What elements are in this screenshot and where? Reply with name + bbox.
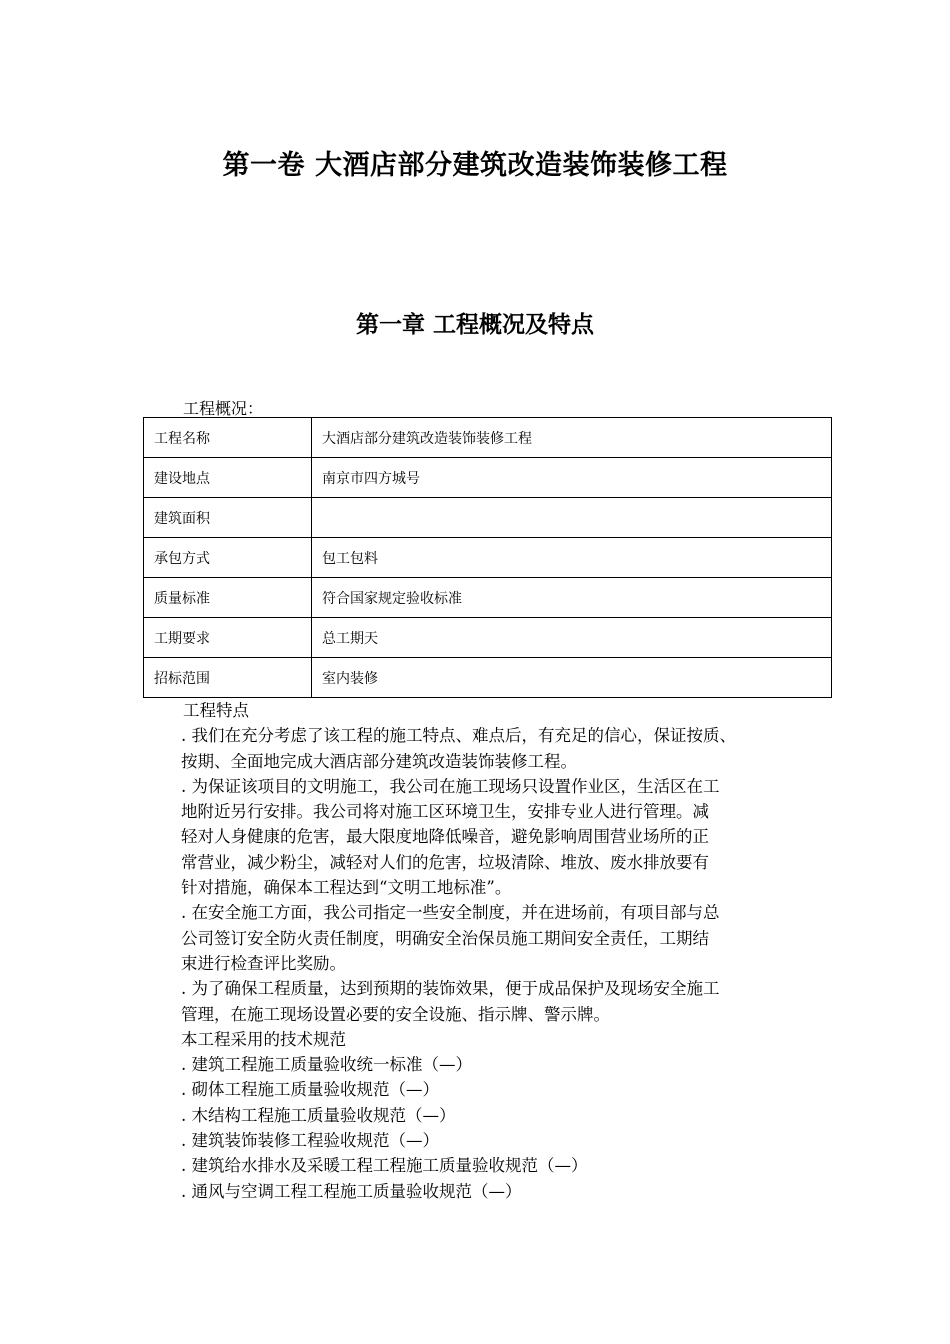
- feature-line: 常营业，减少粉尘，减轻对人们的危害，垃圾清除、堆放、废水排放要有: [181, 852, 709, 872]
- feature-line: 按期、全面地完成大酒店部分建筑改造装饰装修工程。: [181, 751, 577, 771]
- table-key: 招标范围: [144, 658, 312, 698]
- spec-line: . 木结构工程施工质量验收规范（—）: [181, 1105, 456, 1125]
- table-key: 工程名称: [144, 418, 312, 458]
- table-value: 包工包料: [312, 538, 832, 578]
- overview-label: 工程概况：: [183, 399, 264, 418]
- table-value: 南京市四方城号: [312, 458, 832, 498]
- table-row: [144, 618, 832, 658]
- table-key: 质量标准: [144, 578, 312, 618]
- table-row: [144, 458, 832, 498]
- feature-line: 轻对人身健康的危害，最大限度地降低噪音，避免影响周围营业场所的正: [181, 827, 709, 847]
- table-row: [144, 498, 832, 538]
- table-value: 符合国家规定验收标准: [312, 578, 832, 618]
- spec-line: . 建筑工程施工质量验收统一标准（—）: [181, 1055, 472, 1075]
- feature-line: 束进行检查评比奖励。: [181, 953, 346, 973]
- chapter-title: 第一章 工程概况及特点: [355, 312, 594, 338]
- feature-line: 管理，在施工现场设置必要的安全设施、指示牌、警示牌。: [181, 1004, 610, 1024]
- feature-line: . 为保证该项目的文明施工，我公司在施工现场只设置作业区，生活区在工: [181, 776, 720, 796]
- table-value: 总工期天: [312, 618, 832, 658]
- feature-line: . 我们在充分考虑了该工程的施工特点、难点后，有充足的信心，保证按质、: [181, 726, 736, 746]
- table-row: [144, 578, 832, 618]
- table-value: [312, 498, 832, 538]
- feature-line: 针对措施，确保本工程达到“文明工地标准”。: [181, 878, 512, 898]
- feature-line: 公司签订安全防火责任制度，明确安全治保员施工期间安全责任，工期结: [181, 928, 709, 948]
- spec-line: . 砌体工程施工质量验收规范（—）: [181, 1080, 439, 1100]
- volume-title: 第一卷 大酒店部分建筑改造装饰装修工程: [222, 150, 728, 181]
- spec-line: . 建筑装饰装修工程验收规范（—）: [181, 1131, 439, 1151]
- table-value: 大酒店部分建筑改造装饰装修工程: [312, 418, 832, 458]
- table-key: 工期要求: [144, 618, 312, 658]
- specs-heading: 本工程采用的技术规范: [181, 1029, 346, 1049]
- table-row: [144, 418, 832, 458]
- overview-table: [143, 417, 832, 698]
- spec-line: . 建筑给水排水及采暖工程工程施工质量验收规范（—）: [181, 1156, 588, 1176]
- table-row: [144, 538, 832, 578]
- feature-line: . 在安全施工方面，我公司指定一些安全制度，并在进场前，有项目部与总: [181, 903, 720, 923]
- features-heading: 工程特点: [183, 701, 249, 720]
- feature-line: . 为了确保工程质量，达到预期的装饰效果，便于成品保护及现场安全施工: [181, 979, 720, 999]
- feature-line: 地附近另行安排。我公司将对施工区环境卫生，安排专业人进行管理。减: [181, 802, 709, 822]
- table-key: 建设地点: [144, 458, 312, 498]
- table-key: 建筑面积: [144, 498, 312, 538]
- table-row: [144, 658, 832, 698]
- table-key: 承包方式: [144, 538, 312, 578]
- body-text: [183, 698, 833, 1204]
- spec-line: . 通风与空调工程工程施工质量验收规范（—）: [181, 1181, 522, 1201]
- table-value: 室内装修: [312, 658, 832, 698]
